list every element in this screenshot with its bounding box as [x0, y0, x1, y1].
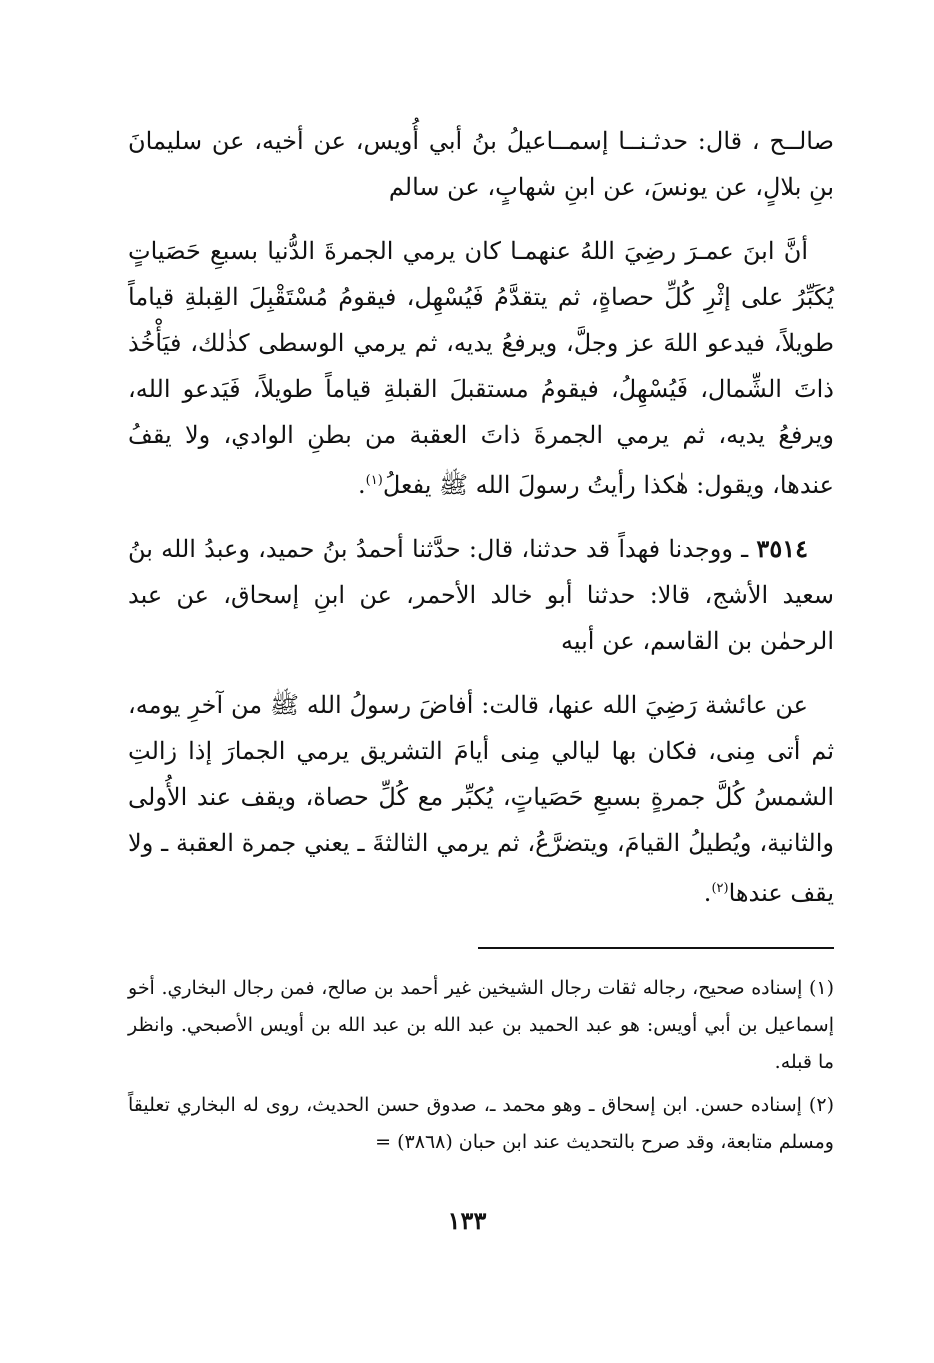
matn-paragraph-2	[128, 682, 834, 916]
matn-paragraph-1	[128, 228, 834, 508]
matn-end-1: .	[358, 471, 366, 499]
footnote-1: (١) إسناده صحيح، رجاله ثقات رجال الشيخين غير أحمد بن صالح، فمن رجال البخاري. أخو إسماعيل بن أبي أويس: هو عبد الحميد بن عبد الله بن عبد الله بن أويس الأصبحي. وانظر ما قبله.	[128, 977, 835, 1073]
page-number: ١٣٣	[447, 1206, 487, 1235]
matn-text-1: أنَّ ابنَ عمـرَ رضِيَ اللهُ عنهمـا كان يرمي الجمرةَ الدُّنيا بسبعِ حَصَياتٍ يُكَبِّرُ على إثْرِ كُلِّ حصاةٍ، ثم يتقدَّمُ فَيُسْهِل، فيقومُ مُسْتَقْبِلَ القِبلةِ قياماً طويلاً، فيدعو اللهَ عز وجلَّ، ويرفعُ يديه، ثم يرمي الوسطى كذٰلك، فيَأْخُذ ذاتَ الشِّمال، فَيُسْهِلُ، فيقومُ مستقبلَ القبلةِ قياماً طويلاً، فَيَدعو الله، ويرفعُ يديه، ثم يرمي الجمرةَ ذاتَ العقبة من بطنِ الوادي، ولا يقفُ عندها، ويقول: هٰكذا رأيتُ رسولَ الله ﷺ يفعلُ	[128, 237, 834, 499]
matn-text-2: عن عائشة رَضِيَ الله عنها، قالت: أفاضَ رسولُ الله ﷺ من آخرِ يومه، ثم أتى مِنى، فكان بها ليالي مِنى أيامَ التشريق يرمي الجمارَ إذا زالتِ الشمسُ كُلَّ جمرةٍ بسبعِ حَصَياتٍ، يُكبِّر مع كُلِّ حصاة، ويقف عند الأُولى والثانية، ويُطيلُ القيامَ، ويتضرَّعُ، ثم يرمي الثالثةَ ـ يعني جمرة العقبة ـ ولا يقف عندها	[128, 691, 834, 907]
hadith-number: ٣٥١٤	[756, 534, 808, 563]
isnad-text-2: ـ ووجدنا فهداً قد حدثنا، قال: حدَّثنا أحمدُ بنُ حميد، وعبدُ الله بنُ سعيد الأشج، قالا: حدثنا أبو خالد الأحمر، عن ابنِ إسحاق، عن عبد الرحمٰن بن القاسم، عن أبيه	[128, 535, 834, 655]
main-text	[128, 118, 834, 916]
footnote-divider	[478, 947, 834, 949]
isnad-paragraph-2	[128, 526, 834, 664]
isnad-paragraph-1: صالــح ، قال: حدثـنــا إسمــاعيلُ بنُ أبي أُويس، عن أخيه، عن سليمانَ بنِ بلالٍ، عن يونسَ، عن ابنِ شهابٍ، عن سالم	[128, 127, 834, 201]
footnote-2: (٢) إسناده حسن. ابن إسحاق ـ وهو محمد ـ، صدوق حسن الحديث، روى له البخاري تعليقاً ومسلم متابعة، وقد صرح بالتحديث عند ابن حبان (٣٨٦٨) =	[128, 1094, 834, 1153]
matn-end-2: .	[703, 879, 712, 907]
footnotes	[128, 970, 834, 1161]
footnote-ref-1: (١)	[365, 473, 383, 488]
footnote-ref-2: (٢)	[711, 881, 729, 896]
